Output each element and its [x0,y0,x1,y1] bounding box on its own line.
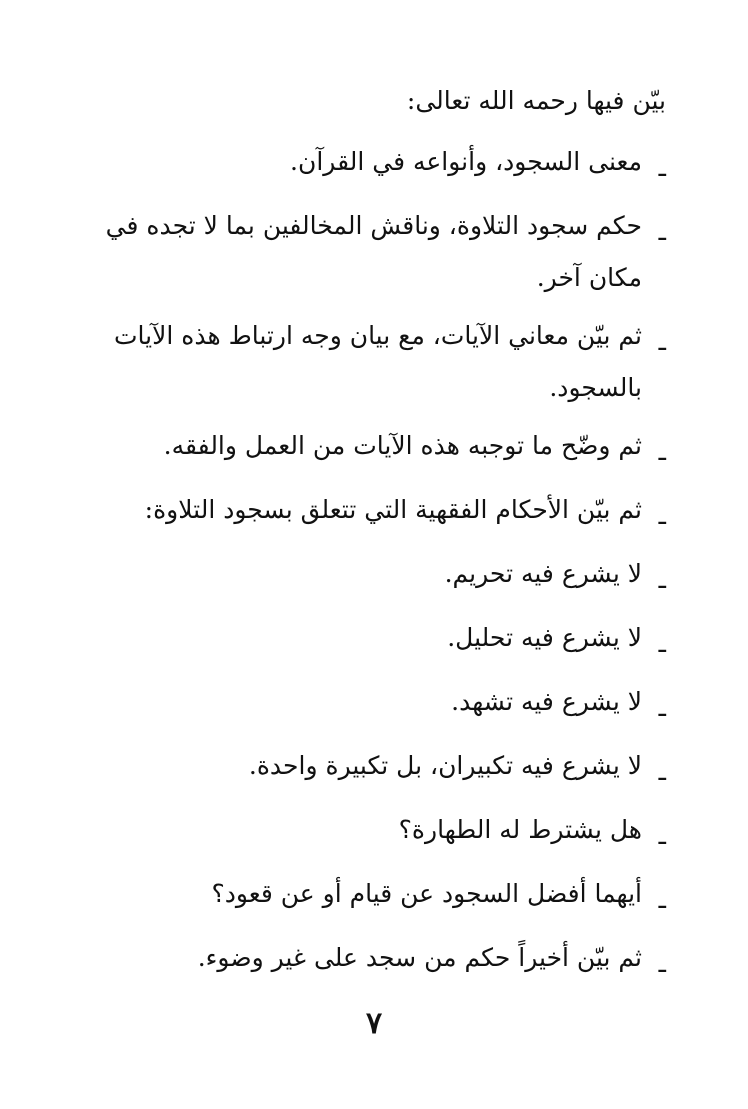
page-number: ٧ [365,1006,383,1041]
list-item-text: ثم وضّح ما توجبه هذه الآيات من العمل والفقه. [163,431,642,460]
bullet-dash: ـ [658,437,666,466]
list-item-text: هل يشترط له الطهارة؟ [398,815,642,844]
list-item [86,420,666,478]
list-item [86,676,666,734]
list-item [86,612,666,670]
list-item [86,310,666,414]
list-item [86,136,666,194]
list-item [86,740,666,798]
list-item-text: لا يشرع فيه تكبيران، بل تكبيرة واحدة. [248,751,642,780]
list-item-text: لا يشرع فيه تشهد. [451,687,642,716]
bullet-dash: ـ [658,501,666,530]
bullet-dash: ـ [658,949,666,978]
bullet-dash: ـ [658,565,666,594]
list-item [86,200,666,304]
bullet-dash: ـ [658,821,666,850]
bullet-dash: ـ [658,629,666,658]
list-item-text: لا يشرع فيه تحليل. [447,623,642,652]
list-item-text: ثم بيّن أخيراً حكم من سجد على غير وضوء. [197,943,642,972]
list-item [86,548,666,606]
page-content [86,78,666,996]
bullet-dash: ـ [658,885,666,914]
list-item [86,932,666,990]
list-item-text: ثم بيّن معاني الآيات، مع بيان وجه ارتباط هذه الآيات بالسجود. [114,321,642,402]
list-item-text: ثم بيّن الأحكام الفقهية التي تتعلق بسجود التلاوة: [144,495,642,524]
list-item-text: معنى السجود، وأنواعه في القرآن. [290,147,642,176]
list-item [86,804,666,862]
bullet-dash: ـ [658,153,666,182]
list-item-text: حكم سجود التلاوة، وناقش المخالفين بما لا تجده في مكان آخر. [105,211,642,292]
bullet-dash: ـ [658,693,666,722]
bullet-dash: ـ [658,217,666,246]
list-item [86,484,666,542]
list-item-text: أيهما أفضل السجود عن قيام أو عن قعود؟ [211,879,642,908]
bullet-dash: ـ [658,757,666,786]
list-item-text: لا يشرع فيه تحريم. [444,559,642,588]
bullet-dash: ـ [658,327,666,356]
list-item [86,868,666,926]
intro-line: بيّن فيها رحمه الله تعالى: [406,86,666,115]
